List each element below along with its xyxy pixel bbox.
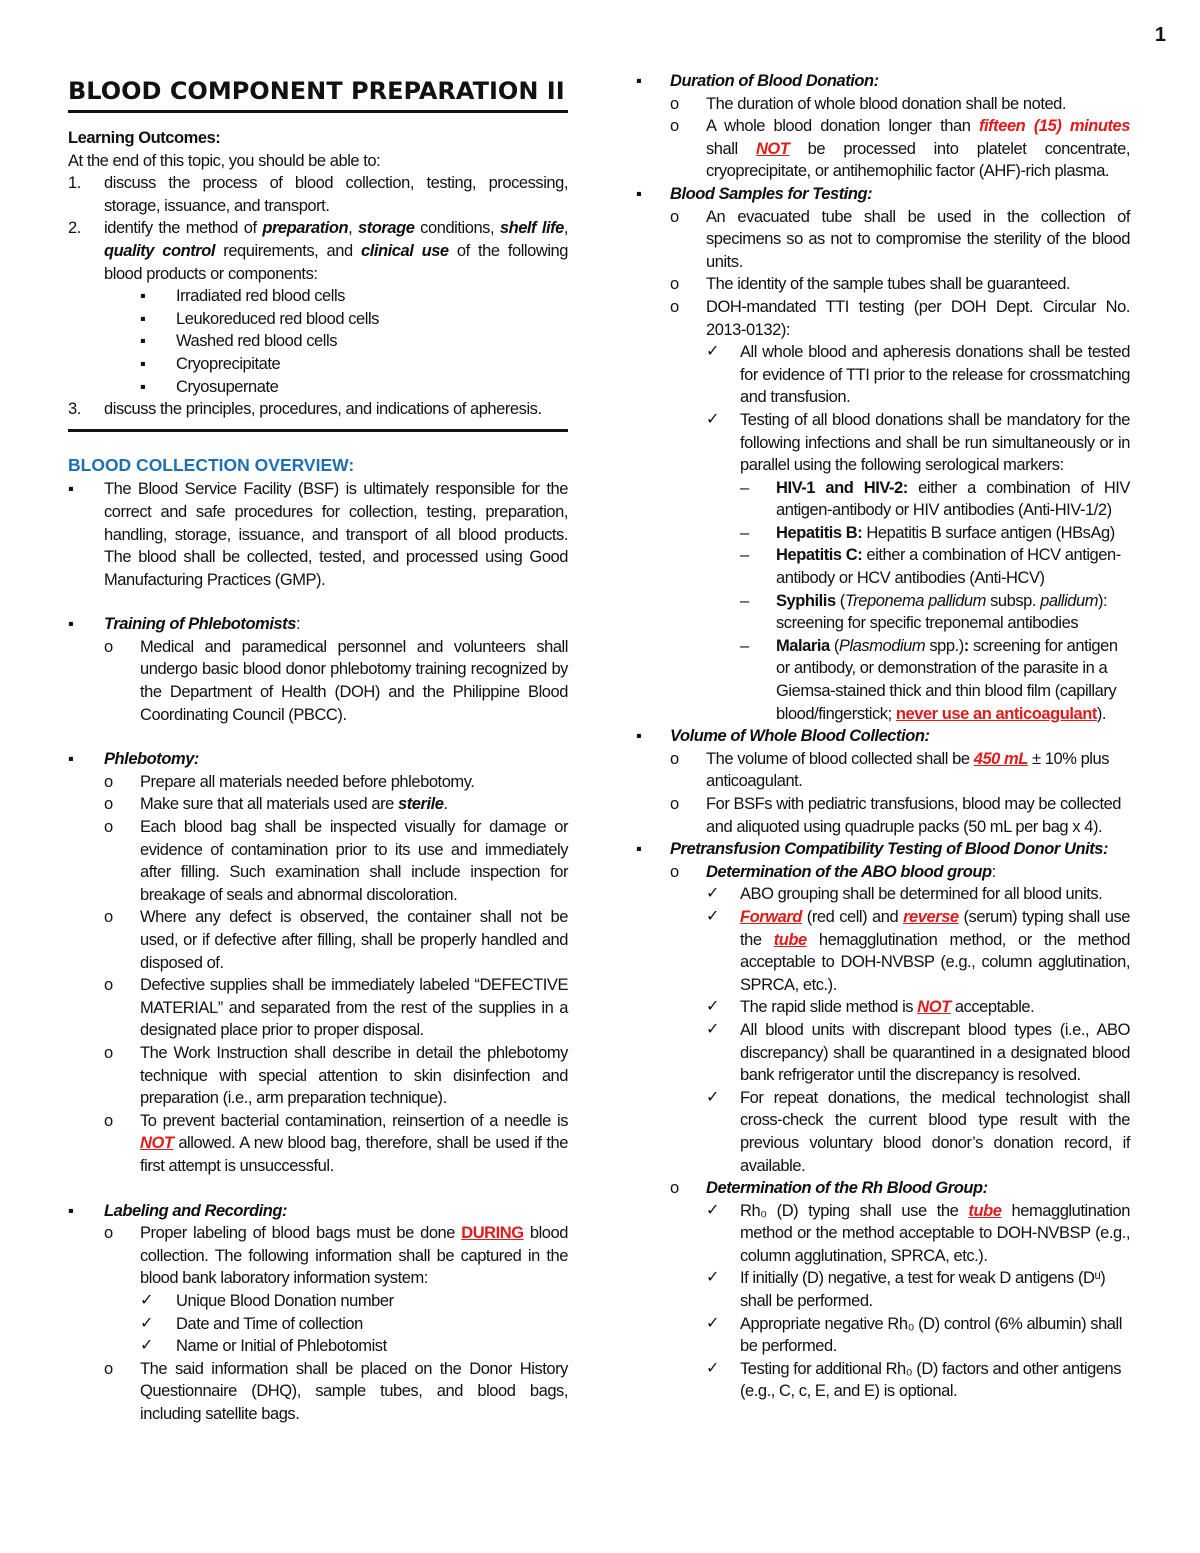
rh-check: ✓ Testing for additional Rh₀ (D) factors and other antigens (e.g., C, c, E, and E) is optional. <box>706 1359 1122 1401</box>
product-item: ▪ Cryoprecipitate <box>140 354 281 373</box>
labeling-check: ✓ Date and Time of collection <box>140 1314 363 1333</box>
phlebotomy-item: o Prepare all materials needed before phlebotomy. <box>104 772 475 791</box>
product-item: ▪ Irradiated red blood cells <box>140 287 345 306</box>
phlebotomy-item: o Each blood bag shall be inspected visually for damage or evidence of contamination prior to its use and immediately after filling. Such examination shall include inspection for breakage of seals and abnormal discoloration. <box>104 818 568 904</box>
duration-heading: ▪ Duration of Blood Donation: <box>636 72 879 90</box>
marker-hepb: – Hepatitis B: Hepatitis B surface antigen (HBsAg) <box>740 523 1115 542</box>
learning-intro: At the end of this topic, you should be able to: <box>68 151 381 170</box>
product-item: ▪ Washed red blood cells <box>140 332 337 351</box>
outcome-item-1: 1. discuss the process of blood collection, testing, processing, storage, issuance, and transport. <box>68 174 568 215</box>
abo-check: ✓ The rapid slide method is NOT acceptable. <box>706 998 1035 1017</box>
samples-item: o An evacuated tube shall be used in the collection of specimens so as not to compromise the sterility of the blood units. <box>670 207 1130 271</box>
bsf-paragraph: ▪ The Blood Service Facility (BSF) is ultimately responsible for the correct and safe procedures for collection, testing, preparation, handling, storage, issuance, and transport of all blood products. The blood shall be collected, tested, and processed using Good Manufacturing Practices (GMP). <box>68 480 568 589</box>
tti-check: ✓ Testing of all blood donations shall be mandatory for the following infections and shall be run simultaneously or in parallel using the following serological markers: <box>706 410 1130 475</box>
phlebotomy-item: o To prevent bacterial contamination, reinsertion of a needle is NOT allowed. A new blood bag, therefore, shall be used if the first attempt is unsuccessful. <box>104 1111 568 1175</box>
outcome-item-3: 3. discuss the principles, procedures, and indications of apheresis. <box>68 400 542 419</box>
outcome-item-2: 2. identify the method of preparation, storage conditions, shelf life, quality control requirements, and clinical use of the following blood products or components: <box>68 219 569 283</box>
marker-hepc: – Hepatitis C: either a combination of HCV antigen-antibody or HCV antibodies (Anti-HCV) <box>740 546 1121 588</box>
rh-check: ✓ Appropriate negative Rh₀ (D) control (6% albumin) shall be performed. <box>706 1314 1122 1356</box>
learning-outcomes-heading: Learning Outcomes: <box>68 129 221 147</box>
abo-check: ✓ ABO grouping shall be determined for all blood units. <box>706 885 1103 904</box>
labeling-item: o Proper labeling of blood bags must be done DURING blood collection. The following information shall be captured in the blood bank laboratory information system: <box>104 1224 568 1288</box>
marker-malaria: – Malaria (Plasmodium spp.): screening for antigen or antibody, or demonstration of the parasite in a Giemsa-stained thick and thin blood film (capillary blood/fingerstick; never use an anticoagulant). <box>740 636 1118 723</box>
phlebotomy-item: o Where any defect is observed, the container shall not be used, or if defective after filling, shall be properly handled and disposed of. <box>104 908 568 972</box>
training-text: o Medical and paramedical personnel and volunteers shall undergo basic blood donor phlebotomy training recognized by the Department of Health (DOH) and the Philippine Blood Coordinating Council (PBCC). <box>104 637 568 724</box>
abo-heading: o Determination of the ABO blood group: <box>670 862 996 881</box>
rh-check: ✓ If initially (D) negative, a test for weak D antigens (Dᵘ) shall be performed. <box>706 1269 1106 1311</box>
section-heading: BLOOD COLLECTION OVERVIEW: <box>68 454 355 475</box>
product-item: ▪ Cryosupernate <box>140 377 279 396</box>
pretransfusion-heading: ▪ Pretransfusion Compatibility Testing of Blood Donor Units: <box>636 840 1109 859</box>
samples-heading: ▪ Blood Samples for Testing: <box>636 184 873 203</box>
volume-item: o For BSFs with pediatric transfusions, blood may be collected and aliquoted using quadruple packs (50 mL per bag x 4). <box>670 795 1122 836</box>
marker-syphilis: – Syphilis (Treponema pallidum subsp. pallidum): screening for specific treponemal antibodies <box>740 591 1108 633</box>
volume-item: o The volume of blood collected shall be 450 mL ± 10% plus anticoagulant. <box>670 749 1110 791</box>
rh-check: ✓ Rh₀ (D) typing shall use the tube hemagglutination method or the method acceptable to DOH-NVBSP (e.g., column agglutination, SPRCA, etc.). <box>706 1201 1130 1265</box>
abo-check: ✓ All blood units with discrepant blood types (i.e., ABO discrepancy) shall be quarantined in a designated blood bank refrigerator until the discrepancy is resolved. <box>706 1020 1130 1085</box>
phlebotomy-heading: ▪ Phlebotomy: <box>68 750 199 769</box>
left-column <box>68 70 568 1425</box>
labeling-check: ✓ Name or Initial of Phlebotomist <box>140 1337 387 1356</box>
page-title: BLOOD COMPONENT PREPARATION II <box>68 74 568 113</box>
volume-heading: ▪ Volume of Whole Blood Collection: <box>636 727 930 746</box>
duration-item: o The duration of whole blood donation shall be noted. <box>670 94 1067 113</box>
samples-item: o The identity of the sample tubes shall be guaranteed. <box>670 275 1071 294</box>
abo-check: ✓ For repeat donations, the medical technologist shall cross-check the current blood type result with the previous voluntary blood donor’s donation record, if available. <box>706 1088 1130 1175</box>
labeling-heading: ▪ Labeling and Recording: <box>68 1201 288 1220</box>
training-heading: ▪ Training of Phlebotomists: <box>68 615 301 634</box>
phlebotomy-item: o Defective supplies shall be immediately labeled “DEFECTIVE MATERIAL” and separated from the rest of the supplies in a designated place prior to proper disposal. <box>104 976 568 1040</box>
section-divider <box>68 429 568 432</box>
product-item: ▪ Leukoreduced red blood cells <box>140 309 379 328</box>
labeling-check: ✓ Unique Blood Donation number <box>140 1291 394 1310</box>
phlebotomy-item: o Make sure that all materials used are sterile. <box>104 795 448 814</box>
page-number: 1 <box>1154 24 1166 46</box>
phlebotomy-item: o The Work Instruction shall describe in detail the phlebotomy technique with special attention to skin disinfection and preparation (i.e., arm preparation technique). <box>104 1043 568 1108</box>
duration-item: o A whole blood donation longer than fifteen (15) minutes shall NOT be processed into platelet concentrate, cryoprecipitate, or antihemophilic factor (AHF)-rich plasma. <box>670 117 1130 181</box>
rh-heading: o Determination of the Rh Blood Group: <box>670 1179 988 1198</box>
marker-hiv: – HIV-1 and HIV-2: either a combination of HIV antigen-antibody or HIV antibodies (Anti-HIV-1/2) <box>740 478 1130 520</box>
labeling-item: o The said information shall be placed on the Donor History Questionnaire (DHQ), sample tubes, and blood bags, including satellite bags. <box>104 1359 568 1423</box>
tti-check: ✓ All whole blood and apheresis donations shall be tested for evidence of TTI prior to the release for crossmatching and transfusion. <box>706 343 1130 407</box>
right-column <box>636 70 1130 1403</box>
abo-check: ✓ Forward (red cell) and reverse (serum) typing shall use the tube hemagglutination method, or the method acceptable to DOH-NVBSP (e.g., column agglutination, SPRCA, etc.). <box>706 907 1130 994</box>
samples-item: o DOH-mandated TTI testing (per DOH Dept. Circular No. 2013-0132): <box>670 297 1130 339</box>
